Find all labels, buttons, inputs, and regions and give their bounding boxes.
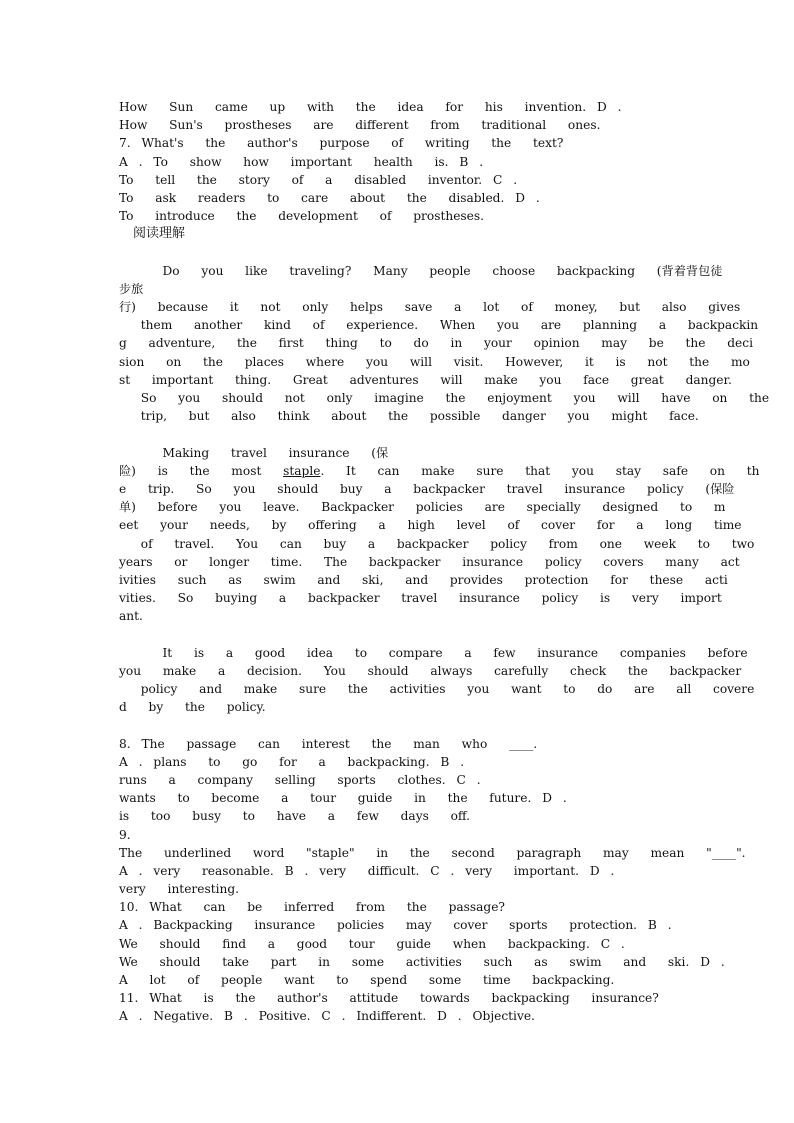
text-line: runs a company selling sports clothes. C .	[119, 772, 481, 787]
document-page	[119, 98, 770, 1026]
blank-line	[119, 244, 675, 262]
text-line	[119, 462, 760, 480]
text-line: years or longer time. The backpacker insurance policy covers many act	[119, 554, 740, 569]
text-line: eet your needs, by offering a high level of cover for a long time	[119, 518, 742, 533]
text-line: The underlined word "staple" in the second paragraph may mean "____".	[119, 845, 746, 860]
text-line: e trip. So you should buy a backpacker travel insurance policy (保险	[119, 481, 735, 496]
text-line: We should find a good tour guide when backpacking. C .	[119, 936, 625, 951]
section-heading: 阅读理解	[133, 226, 186, 242]
text-line: To tell the story of a disabled inventor. C .	[119, 172, 518, 187]
text-line: A . very reasonable. B . very difficult. C . very important. D .	[119, 863, 615, 878]
text-line: of travel. You can buy a backpacker policy from one week to two	[119, 536, 755, 551]
text-segment: . It can make sure that you stay safe on th	[320, 463, 760, 478]
text-line: d by the policy.	[119, 700, 266, 715]
text-line: is too busy to have a few days off.	[119, 809, 471, 824]
text-line: To introduce the development of prostheses.	[119, 209, 485, 224]
text-line: 9.	[119, 827, 131, 842]
text-line: ant.	[119, 609, 143, 624]
text-line: How Sun's prostheses are different from traditional ones.	[119, 118, 601, 133]
text-line: g adventure, the first thing to do in your opinion may be the deci	[119, 336, 753, 351]
text-line: Do you like traveling? Many people choose backpacking (背着背包徒	[119, 263, 723, 278]
text-segment: 险) is the most	[119, 463, 284, 478]
text-line: trip, but also think about the possible danger you might face.	[119, 409, 699, 424]
underlined-word: staple	[283, 463, 321, 478]
text-line: policy and make sure the activities you want to do are all covere	[119, 682, 755, 696]
blank-line	[119, 425, 675, 443]
text-line: ivities such as swim and ski, and provides protection for these acti	[119, 572, 728, 587]
text-line: 单) before you leave. Backpacker policies are specially designed to m	[119, 500, 726, 515]
text-line: you make a decision. You should always carefully check the backpacker	[119, 663, 742, 678]
text-line: wants to become a tour guide in the future. D .	[119, 791, 567, 806]
text-line: 7. What's the author's purpose of writing the text?	[119, 136, 564, 151]
text-line: 11. What is the author's attitude towards backpacking insurance?	[119, 991, 659, 1006]
text-line: sion on the places where you will visit. However, it is not the mo	[119, 354, 750, 369]
text-line: them another kind of experience. When you are planning a backpackin	[119, 318, 759, 333]
text-line: 步旅	[119, 281, 144, 296]
text-line: 8. The passage can interest the man who ____.	[119, 736, 538, 751]
blank-line	[119, 625, 675, 643]
text-line: It is a good idea to compare a few insurance companies before	[119, 645, 748, 660]
text-line: To ask readers to care about the disabled. D .	[119, 190, 540, 205]
text-line: A . Negative. B . Positive. C . Indifferent. D . Objective.	[119, 1009, 535, 1024]
text-line: A lot of people want to spend some time backpacking.	[119, 973, 615, 987]
text-line: So you should not only imagine the enjoyment you will have on the	[119, 391, 770, 405]
text-line: 行) because it not only helps save a lot of money, but also gives	[119, 300, 741, 315]
text-line: st important thing. Great adventures will make you face great danger.	[119, 372, 732, 387]
text-line: How Sun came up with the idea for his invention. D .	[119, 100, 622, 114]
text-line: Making travel insurance (保	[119, 445, 389, 460]
text-line: We should take part in some activities such as swim and ski. D .	[119, 954, 725, 969]
blank-line	[119, 716, 675, 734]
text-line: 10. What can be inferred from the passage?	[119, 900, 505, 915]
text-line: very interesting.	[119, 882, 240, 897]
text-line: A . Backpacking insurance policies may cover sports protection. B .	[119, 918, 672, 933]
text-line: A . To show how important health is. B .	[119, 154, 484, 169]
text-line: A . plans to go for a backpacking. B .	[119, 754, 465, 769]
text-line: vities. So buying a backpacker travel insurance policy is very import	[119, 591, 722, 606]
